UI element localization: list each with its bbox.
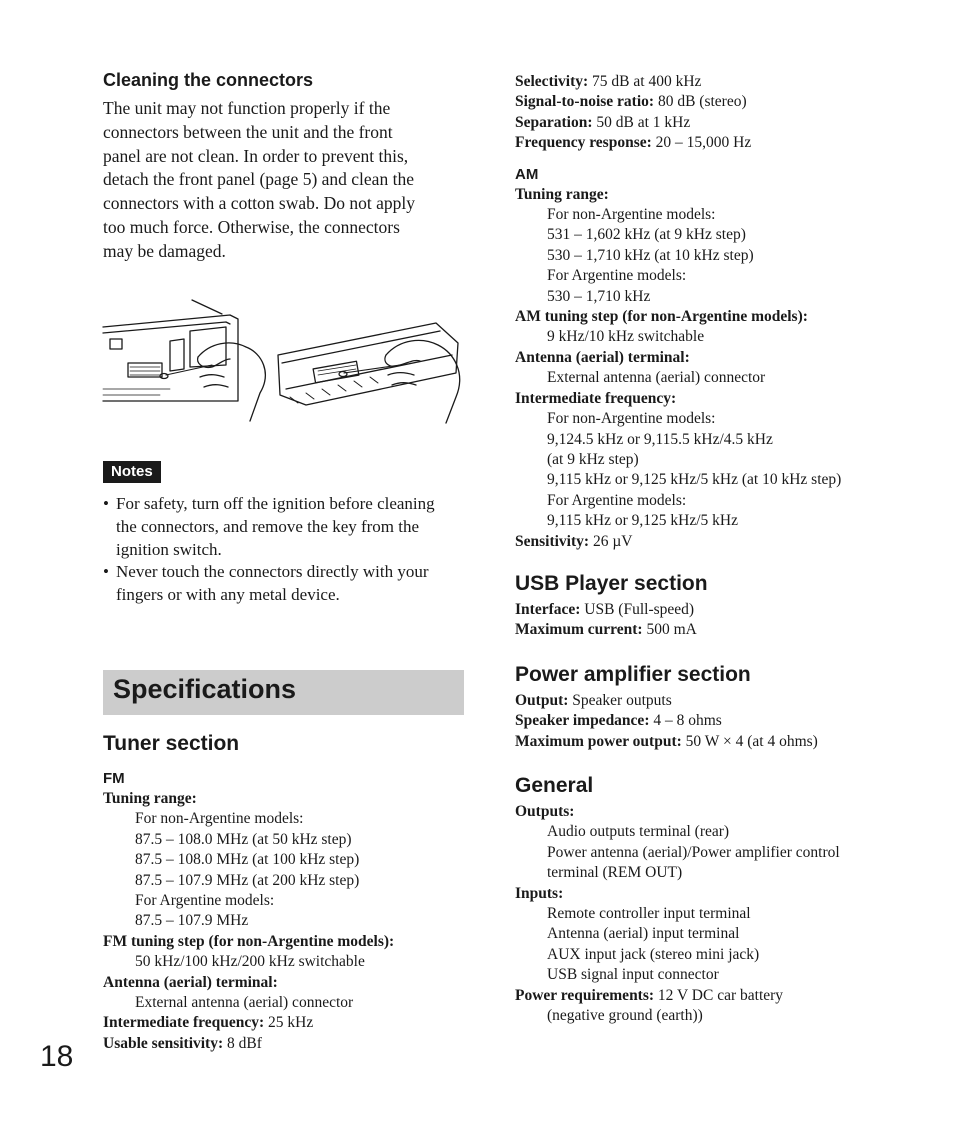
general-power-label: Power requirements: [515,986,655,1004]
specifications-banner [103,670,464,715]
am-if-line: 9,124.5 kHz or 9,115.5 kHz/4.5 kHz [547,430,773,448]
am-range-line: For Argentine models: [547,267,687,285]
fm-range-line: For non-Argentine models: [135,810,304,828]
fm-antenna-label: Antenna (aerial) terminal: [103,973,278,991]
cleaning-line: connectors between the unit and the front [103,121,393,142]
cleaning-paragraph [103,97,465,264]
am-antenna-label: Antenna (aerial) terminal: [515,348,690,366]
am-if-line: 9,115 kHz or 9,125 kHz/5 kHz (at 10 kHz step) [547,471,842,489]
general-outputs-label: Outputs: [515,802,575,820]
right-column [515,72,935,1026]
amp-power-label: Maximum power output: [515,732,682,750]
am-sensitivity-value: 26 µV [592,532,633,550]
am-range-line: 531 – 1,602 kHz (at 9 kHz step) [547,226,746,244]
notes-list [103,493,465,607]
usb-current-label: Maximum current: [515,621,643,639]
fm-selectivity-label: Selectivity: [515,73,589,90]
am-range-line: 530 – 1,710 kHz [547,287,651,305]
notes-label: Notes [103,461,161,483]
am-label: AM [515,165,539,183]
general-power-value-2: (negative ground (earth)) [547,1007,703,1025]
usb-section [515,572,935,641]
am-if-line: For Argentine models: [547,491,687,509]
general-outputs-line: Audio outputs terminal (rear) [547,823,730,841]
am-step-value: 9 kHz/10 kHz switchable [547,328,705,346]
general-power-value: 12 V DC car battery [657,986,784,1004]
fm-snr-label: Signal-to-noise ratio: [515,93,655,111]
page-title: Specifications [113,674,297,704]
usb-interface-label: Interface: [515,600,581,618]
amp-output-label: Output: [515,691,569,709]
fm-sensitivity-value: 8 dBf [227,1034,262,1052]
note-item [103,493,465,561]
bullet: • [103,494,109,513]
note-line: ignition switch. [116,539,222,559]
general-heading: General [515,773,594,797]
general-inputs-label: Inputs: [515,884,564,902]
fm-range-line: 87.5 – 108.0 MHz (at 50 kHz step) [135,830,352,848]
cleaning-line: panel are not clean. In order to prevent this, [103,145,409,166]
usb-current-value: 500 mA [646,621,697,639]
fm-separation-label: Separation: [515,113,593,131]
fm-frequency-response-value: 20 – 15,000 Hz [655,134,752,152]
general-inputs-line: Antenna (aerial) input terminal [547,925,740,943]
cleaning-line: too much force. Otherwise, the connectors [103,216,400,237]
am-antenna-value: External antenna (aerial) connector [547,369,766,387]
fm-if-value: 25 kHz [268,1014,314,1032]
amp-section [515,663,935,752]
note-line: Never touch the connectors directly with your [116,562,429,582]
fm-snr-value: 80 dB (stereo) [657,93,747,111]
general-outputs-line: Power antenna (aerial)/Power amplifier control [547,843,840,861]
amp-impedance-label: Speaker impedance: [515,712,650,730]
connector-cleaning-illustration [100,293,468,433]
fm-range-line: For Argentine models: [135,892,275,910]
am-if-line: For non-Argentine models: [547,410,716,428]
fm-step-value: 50 kHz/100 kHz/200 kHz switchable [135,953,365,971]
note-item [103,561,465,607]
general-inputs-line: USB signal input connector [547,966,719,984]
tuner-heading: Tuner section [103,732,240,755]
usb-interface-value: USB (Full-speed) [584,600,695,618]
fm-selectivity-value: 75 dB at 400 kHz [592,73,702,90]
fm-sensitivity-label: Usable sensitivity: [103,1034,224,1052]
amp-heading: Power amplifier section [515,662,751,686]
cleaning-line: detach the front panel (page 5) and clean the [103,169,414,190]
bullet: • [103,562,109,582]
am-sensitivity-label: Sensitivity: [515,532,590,550]
fm-frequency-response-label: Frequency response: [515,134,652,152]
fm-range-line: 87.5 – 107.9 MHz (at 200 kHz step) [135,871,360,889]
fm-step-label: FM tuning step (for non-Argentine models): [103,932,395,950]
am-if-line: 9,115 kHz or 9,125 kHz/5 kHz [547,512,738,530]
am-range-line: 530 – 1,710 kHz (at 10 kHz step) [547,246,754,264]
note-line: the connectors, and remove the key from the [116,516,420,536]
tuner-section [103,732,473,1054]
am-if-label: Intermediate frequency: [515,389,677,407]
note-line: fingers or with any metal device. [116,585,340,605]
fm-antenna-value: External antenna (aerial) connector [135,994,354,1012]
general-inputs-line: Remote controller input terminal [547,905,751,922]
general-section [515,774,935,1026]
fm-range-line: 87.5 – 107.9 MHz [135,912,249,930]
amp-power-value: 50 W × 4 (at 4 ohms) [685,732,818,750]
usb-heading: USB Player section [515,571,708,595]
general-outputs-line: terminal (REM OUT) [547,864,683,882]
fm-range-line: 87.5 – 108.0 MHz (at 100 kHz step) [135,851,360,869]
note-line: For safety, turn off the ignition before cleaning [116,494,435,513]
fm-label: FM [103,770,125,787]
am-tuning-range-label: Tuning range: [515,185,609,203]
cleaning-line: connectors with a cotton swab. Do not apply [103,193,416,214]
am-if-line: (at 9 kHz step) [547,450,639,468]
cleaning-line: The unit may not function properly if the [103,98,391,118]
fm-if-label: Intermediate frequency: [103,1014,265,1032]
amp-output-value: Speaker outputs [572,691,672,709]
cleaning-heading: Cleaning the connectors [103,70,314,90]
cleaning-line: may be damaged. [103,240,226,261]
amp-impedance-value: 4 – 8 ohms [653,712,722,730]
general-inputs-line: AUX input jack (stereo mini jack) [547,945,760,963]
fm-tuning-range-label: Tuning range: [103,790,197,807]
am-step-label: AM tuning step (for non-Argentine models): [515,308,808,326]
fm-separation-value: 50 dB at 1 kHz [596,113,691,131]
page-number: 18 [40,1040,74,1073]
am-range-line: For non-Argentine models: [547,206,716,224]
cleaning-section [103,70,465,264]
